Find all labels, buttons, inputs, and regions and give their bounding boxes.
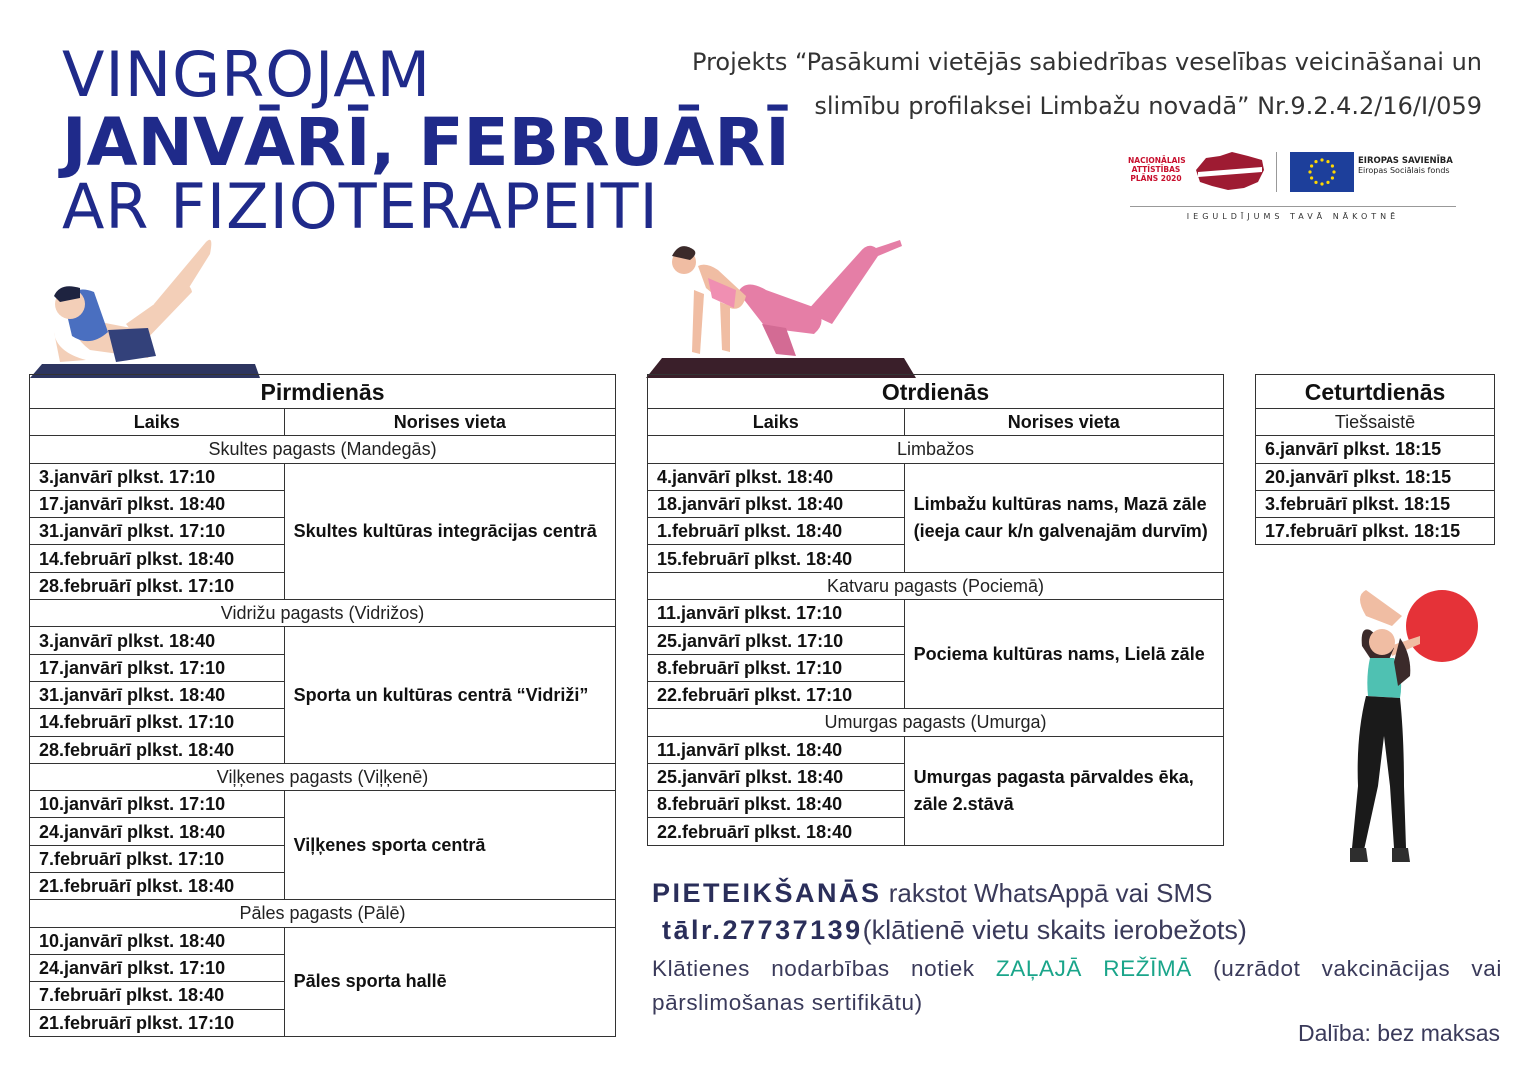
venue-name: Sporta un kultūras centrā “Vidriži” [284, 627, 615, 763]
woman-with-ball-illustration [1270, 586, 1480, 870]
session-time: 10.janvārī plkst. 18:40 [30, 927, 285, 954]
registration-info [652, 878, 1502, 1020]
phone-line [652, 915, 1502, 946]
venue-name: Pāles sporta hallē [284, 927, 615, 1036]
subtitle-row [1256, 409, 1495, 436]
session-time: 21.februārī plkst. 18:40 [30, 873, 285, 900]
venue-name: Limbažu kultūras nams, Mazā zāle (ieeja caur k/n galvenajām durvīm) [904, 463, 1223, 572]
column-header-time: Laiks [30, 409, 285, 436]
monday-schedule-table [29, 374, 616, 1037]
eu-logo-text [1358, 156, 1458, 176]
session-time: 24.janvārī plkst. 17:10 [30, 954, 285, 981]
region-row [648, 572, 1224, 599]
registration-line [652, 878, 1502, 909]
day-heading: Ceturtdienās [1256, 375, 1495, 409]
session-time: 11.janvārī plkst. 18:40 [648, 736, 905, 763]
session-time: 18.janvārī plkst. 18:40 [648, 490, 905, 517]
region-name: Skultes pagasts (Mandegās) [30, 436, 616, 463]
table-row [648, 600, 1224, 627]
region-row [30, 900, 616, 927]
column-header-place: Norises vieta [284, 409, 615, 436]
logo-divider-line [1130, 206, 1456, 207]
project-line-1: Projekts “Pasākumi vietējās sabiedrības veselības veicināšanai un [692, 48, 1482, 76]
venue-name: Umurgas pagasta pārvaldes ēka, zāle 2.stāvā [904, 736, 1223, 845]
session-time: 1.februārī plkst. 18:40 [648, 518, 905, 545]
session-time: 8.februārī plkst. 17:10 [648, 654, 905, 681]
region-row [30, 436, 616, 463]
logo-motto: IEGULDĪJUMS TAVĀ NĀKOTNĒ [1186, 212, 1400, 221]
seat-limit-note: (klātienē vietu skaits ierobežots) [862, 915, 1247, 945]
session-time: 8.februārī plkst. 18:40 [648, 791, 905, 818]
table-row [1256, 463, 1495, 490]
region-row [30, 763, 616, 790]
title-line-3: AR FIZIOTERAPEITI [62, 170, 659, 243]
table-row [1256, 436, 1495, 463]
session-time: 25.janvārī plkst. 18:40 [648, 763, 905, 790]
column-header-row [30, 409, 616, 436]
title-line-1: VINGROJAM [62, 38, 432, 111]
session-time: 20.janvārī plkst. 18:15 [1256, 463, 1495, 490]
session-time: 28.februārī plkst. 17:10 [30, 572, 285, 599]
session-time: 22.februārī plkst. 17:10 [648, 681, 905, 708]
region-row [648, 436, 1224, 463]
session-time: 25.janvārī plkst. 17:10 [648, 627, 905, 654]
region-name: Limbažos [648, 436, 1224, 463]
eu-title: EIROPAS SAVIENĪBA [1358, 156, 1453, 166]
day-header-row [1256, 375, 1495, 409]
column-header-place: Norises vieta [904, 409, 1223, 436]
session-time: 17.janvārī plkst. 18:40 [30, 490, 285, 517]
session-time: 11.janvārī plkst. 17:10 [648, 600, 905, 627]
region-row [648, 709, 1224, 736]
session-time: 31.janvārī plkst. 17:10 [30, 518, 285, 545]
region-name: Viļķenes pagasts (Viļķenē) [30, 763, 616, 790]
session-time: 7.februārī plkst. 17:10 [30, 845, 285, 872]
session-time: 3.janvārī plkst. 18:40 [30, 627, 285, 654]
session-time: 15.februārī plkst. 18:40 [648, 545, 905, 572]
covid-note [652, 952, 1502, 1020]
region-name: Pāles pagasts (Pālē) [30, 900, 616, 927]
day-header-row [648, 375, 1224, 409]
table-row [648, 736, 1224, 763]
table-row [30, 463, 616, 490]
venue-name: Viļķenes sporta centrā [284, 791, 615, 900]
day-heading: Otrdienās [648, 375, 1224, 409]
green-regime: ZAĻAJĀ REŽĪMĀ [995, 956, 1192, 981]
session-time: 6.janvārī plkst. 18:15 [1256, 436, 1495, 463]
funding-logos [1128, 150, 1456, 228]
session-time: 14.februārī plkst. 17:10 [30, 709, 285, 736]
project-description [622, 40, 1482, 128]
session-time: 28.februārī plkst. 18:40 [30, 736, 285, 763]
region-name: Umurgas pagasts (Umurga) [648, 709, 1224, 736]
logo-separator [1276, 152, 1277, 192]
day-heading: Pirmdienās [30, 375, 616, 409]
tuesday-schedule-table [647, 374, 1224, 846]
session-time: 4.janvārī plkst. 18:40 [648, 463, 905, 490]
table-row [648, 463, 1224, 490]
phone-number: tālr.27737139 [662, 915, 863, 945]
session-time: 21.februārī plkst. 17:10 [30, 1009, 285, 1036]
session-time: 22.februārī plkst. 18:40 [648, 818, 905, 845]
venue-name: Skultes kultūras integrācijas centrā [284, 463, 615, 599]
registration-label: PIETEIKŠANĀS [652, 878, 882, 908]
table-row [1256, 490, 1495, 517]
project-line-2: slimību profilaksei Limbažu novadā” Nr.9.2.4.2/16/I/059 [814, 92, 1482, 120]
session-time: 31.janvārī plkst. 18:40 [30, 681, 285, 708]
venue-name: Pociema kultūras nams, Lielā zāle [904, 600, 1223, 709]
column-header-time: Laiks [648, 409, 905, 436]
session-time: 14.februārī plkst. 18:40 [30, 545, 285, 572]
table-row [30, 927, 616, 954]
session-time: 7.februārī plkst. 18:40 [30, 982, 285, 1009]
covid-note-pre: Klātienes nodarbības notiek [652, 956, 996, 981]
table-row [1256, 518, 1495, 545]
session-time: 24.janvārī plkst. 18:40 [30, 818, 285, 845]
covid-note-post: (uzrādot vakcinācijas vai pārslimošanas sertifikātu) [652, 956, 1502, 1015]
region-row [30, 600, 616, 627]
session-time: 3.janvārī plkst. 17:10 [30, 463, 285, 490]
region-name: Vidrižu pagasts (Vidrižos) [30, 600, 616, 627]
eu-flag-icon [1290, 152, 1354, 192]
session-time: 17.janvārī plkst. 17:10 [30, 654, 285, 681]
session-time: 10.janvārī plkst. 17:10 [30, 791, 285, 818]
latvia-map-icon [1192, 150, 1266, 192]
title-line-2: JANVĀRĪ, FEBRUĀRĪ [62, 104, 790, 181]
session-time: 17.februārī plkst. 18:15 [1256, 518, 1495, 545]
eu-fund: Eiropas Sociālais fonds [1358, 166, 1450, 175]
session-time: 3.februārī plkst. 18:15 [1256, 490, 1495, 517]
nap-logo-text: NACIONĀLAIS ATTĪSTĪBAS PLĀNS 2020 [1128, 156, 1186, 183]
woman-exercising-illustration [646, 232, 916, 378]
participation-price: Dalība: bez maksas [1298, 1020, 1500, 1046]
day-header-row [30, 375, 616, 409]
registration-method: rakstot WhatsAppā vai SMS [881, 878, 1213, 908]
region-name: Katvaru pagasts (Pociemā) [648, 572, 1224, 599]
man-exercising-illustration [30, 232, 260, 378]
online-label: Tiešsaistē [1256, 409, 1495, 436]
thursday-schedule-table [1255, 374, 1495, 545]
table-row [30, 791, 616, 818]
column-header-row [648, 409, 1224, 436]
table-row [30, 627, 616, 654]
